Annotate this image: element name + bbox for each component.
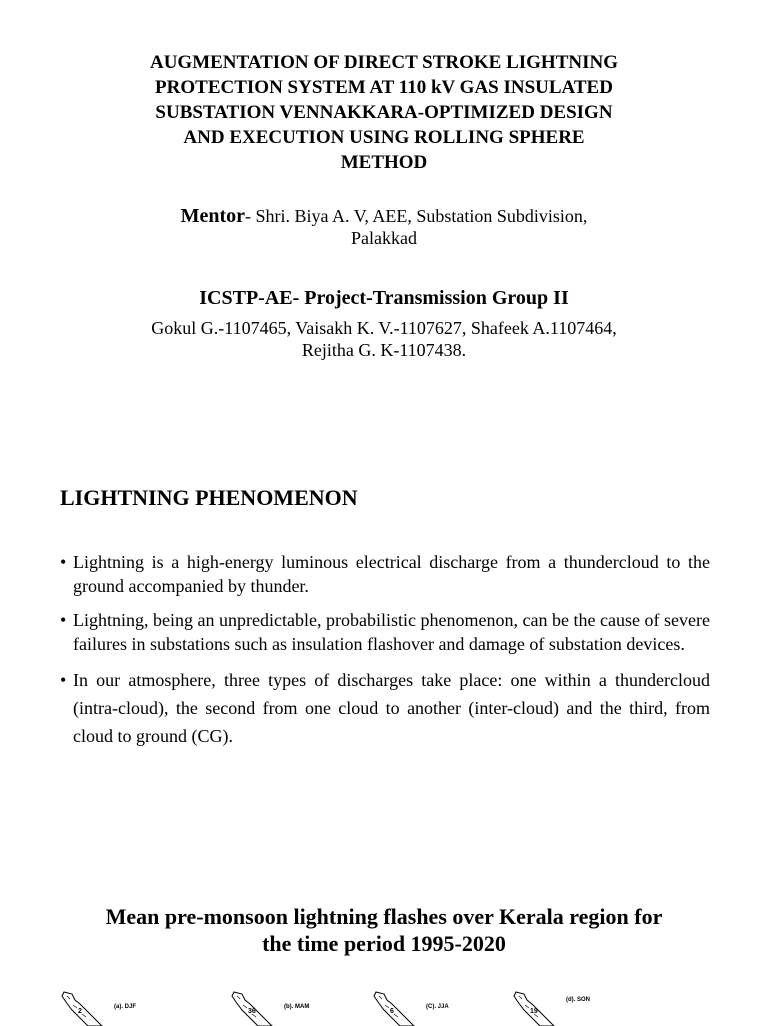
map-label: (C). JJA: [426, 1004, 449, 1010]
title-line: AUGMENTATION OF DIRECT STROKE LIGHTNING: [149, 52, 619, 73]
kerala-map-icon: [58, 990, 108, 1026]
map-panel: [510, 988, 650, 1024]
bullet-icon: •: [60, 670, 67, 690]
list-item: [60, 608, 710, 656]
map-label: (a). DJF: [114, 1004, 137, 1010]
map-panel: [370, 988, 510, 1024]
title-line: METHOD: [340, 152, 428, 173]
map-label: (b). MAM: [284, 1004, 310, 1010]
kerala-map-icon: [370, 990, 420, 1026]
members-line: Rejitha G. K-1107438.: [301, 340, 467, 360]
title-line: AND EXECUTION USING ROLLING SPHERE: [183, 127, 585, 148]
bullet-list: [60, 550, 710, 760]
kerala-map-row: [58, 988, 738, 1024]
bullet-icon: •: [60, 610, 67, 630]
map-heading-line: Mean pre-monsoon lightning flashes over Kerala region for: [105, 904, 663, 929]
map-number: 19: [530, 1008, 538, 1015]
bullet-text: In our atmosphere, three types of discharges take place: one within a thundercloud (intra-cloud), the second from one cloud to another (inter-cloud) and the third, from cloud to ground (CG).: [73, 670, 710, 746]
map-number: 36: [248, 1008, 256, 1015]
map-number: 6: [390, 1008, 394, 1015]
bullet-text: Lightning, being an unpredictable, probabilistic phenomenon, can be the cause of severe failures in substations such as insulation flashover and damage of substation devices.: [73, 610, 710, 654]
map-number: 2: [78, 1008, 82, 1015]
title-line: SUBSTATION VENNAKKARA-OPTIMIZED DESIGN: [155, 102, 613, 123]
members-line: Gokul G.-1107465, Vaisakh K. V.-1107627, Shafeek A.1107464,: [151, 318, 617, 338]
list-item: [60, 550, 710, 598]
map-panel: [228, 988, 368, 1024]
bullet-icon: •: [60, 552, 67, 572]
document-title: [90, 50, 678, 175]
mentor-location: Palakkad: [351, 228, 417, 248]
members-block: [60, 317, 708, 361]
mentor-detail: - Shri. Biya A. V, AEE, Substation Subdivision,: [245, 206, 588, 226]
mentor-block: [90, 205, 678, 249]
map-label: (d). SON: [566, 997, 590, 1003]
group-title: ICSTP-AE- Project-Transmission Group II: [199, 287, 569, 309]
map-heading-line: the time period 1995-2020: [262, 931, 506, 956]
title-line: PROTECTION SYSTEM AT 110 kV GAS INSULATED: [155, 77, 613, 98]
map-section-heading: [40, 903, 728, 957]
bullet-text: Lightning is a high-energy luminous electrical discharge from a thundercloud to the ground accompanied by thunder.: [73, 552, 710, 596]
mentor-label: Mentor: [180, 205, 246, 227]
map-panel: [58, 988, 198, 1024]
section-heading: LIGHTNING PHENOMENON: [60, 485, 358, 510]
mentor-line: [90, 205, 678, 227]
list-item: [60, 666, 710, 750]
